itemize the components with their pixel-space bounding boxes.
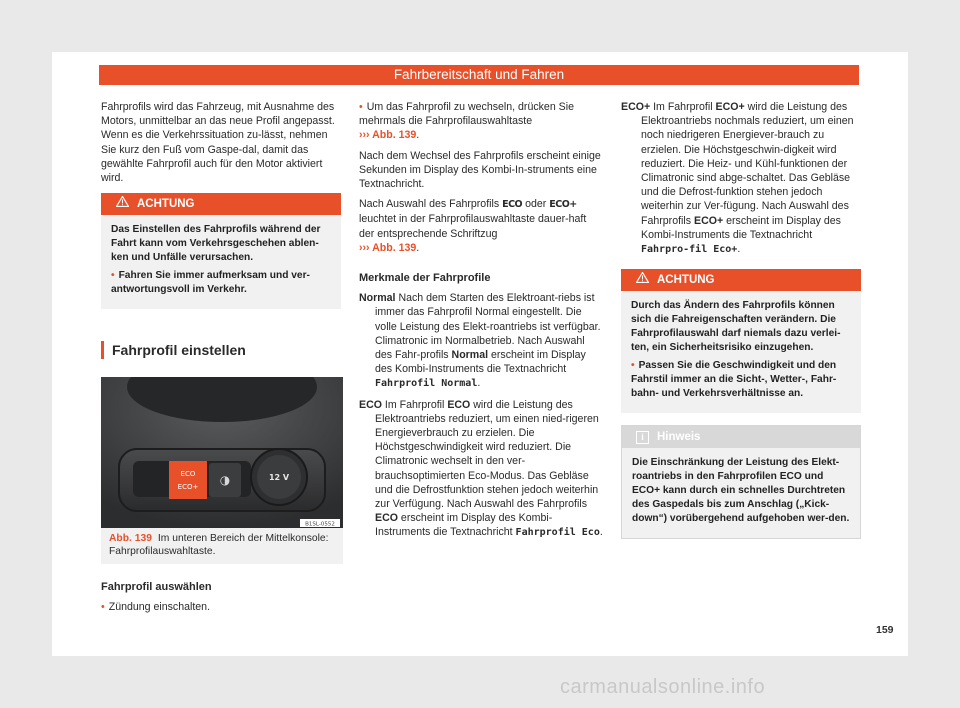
watermark: carmanualsonline.info — [560, 676, 766, 698]
step-1: • Zündung einschalten. — [101, 600, 341, 614]
definition-eco-plus: ECO+ Im Fahrprofil ECO+ wird die Leistung des Elektroantriebs nochmals reduziert, um einen noch niedrigeren Energiever-brauch zu erzielen. Die Höchstgeschwin-digkeit wird reduziert. Die Heiz- und Kühl-funktionen der Climatronic sind abge-schaltet. Das Gebläse und die Defrost-funktion stehen jedoch weiterhin zur Ver-fügung. Nach Auswahl des Fahrprofils ECO+ erscheint im Display des Kombi-Instruments die Textnachricht Fahrpro-fil Eco+. — [621, 101, 854, 256]
ecoplus-text-bold: ECO+ — [715, 101, 745, 113]
ecoplus-text-c: erscheint im Display des Kombi-Instruments die Textnachricht — [641, 214, 841, 241]
ecoplus-text-a: Im Fahrprofil — [653, 101, 713, 113]
warning-header-2 — [621, 269, 861, 291]
note-body — [622, 448, 860, 538]
eco-button-label: ECO — [180, 470, 196, 479]
note-text: Die Einschränkung der Leistung des Elekt-roantriebs in den Fahrprofilen ECO und ECO+ kann durch ein schnelles Durchtreten des Gaspedals bis zum Anschlag („Kick-down“) vorübergehend aufgehoben wer-den. — [632, 457, 850, 525]
warning-title: ACHTUNG — [137, 198, 195, 211]
term-normal: Normal — [359, 292, 396, 305]
p2-or: oder — [525, 198, 547, 211]
p2-text-a: Nach Auswahl des Fahrprofils — [359, 198, 500, 211]
paragraph-text-message: Nach dem Wechsel des Fahrprofils erscheint einige Sekunden im Display des Kombi-In-struments eine Textnachricht. — [359, 149, 601, 191]
term-eco: ECO — [359, 398, 382, 411]
eco-message: Fahrprofil Eco — [515, 527, 600, 539]
eco-text-c: erscheint im Display des Kombi-Instruments die Textnachricht — [375, 512, 553, 539]
warning-bullet: • Fahren Sie immer aufmerksam und ver-antwortungsvoll im Verkehr. — [111, 269, 331, 297]
warning-body — [101, 215, 341, 309]
info-icon: i — [636, 431, 649, 444]
normal-message: Fahrprofil Normal — [375, 378, 478, 390]
eco-text-bold: ECO — [447, 398, 471, 411]
definition-normal: Normal Nach dem Starten des Elektroant-riebs ist immer das Fahrprofil Normal eingestellt. Die volle Leistung des Elekt-roantriebs ist verfügbar. Climatronic im Normalbetrieb. Nach Auswahl des Fahr-profils Normal erscheint im Display des Kombi-Instruments die Textnachricht Fahrprofil Normal. — [359, 292, 601, 390]
step-2-text: Um das Fahrprofil zu wechseln, drücken Sie mehrmals die Fahrprofilauswahltaste — [359, 101, 574, 128]
ecoplus-text-b: wird die Leistung des Elektroantriebs nochmals reduziert, um einen noch niedrigeren Energiever-brauch zu erzielen. Die Höchstgeschwin-digkeit wird reduziert. Die Heiz- und Kühl-funktionen der Climatronic sind abge-schaltet. Das Gebläse und die Defrost-funktion stehen jedoch weiterhin zur Ver-fügung. Nach Auswahl des Fahrprofils — [641, 101, 854, 227]
note-header — [622, 426, 860, 448]
warning-triangle-icon — [636, 269, 649, 291]
intro-paragraph: Fahrprofils wird das Fahrzeug, mit Ausnahme des Motors, unmittelbar an das neue Profil angepasst. Wenn es die Verkehrssituation zu-lässt, nehmen Sie kurz den Fuß vom Gaspe-dal, damit das gewählte Fahrprofil auch für den Motor aktiviert wird. — [101, 101, 335, 185]
warning-text: Das Einstellen des Fahrprofils während der Fahrt kann vom Verkehrsgeschehen ablen-ken und Unfälle verursachen. — [111, 224, 321, 264]
warning-bullet-2: • Passen Sie die Geschwindigkeit und den Fahrstil immer an die Sicht-, Wetter-, Fahr-bahn- und Verkehrsverhältnisse an. — [631, 359, 851, 401]
note-title: Hinweis — [657, 431, 701, 444]
warning-box-2 — [621, 269, 861, 413]
caption-label: Abb. 139 — [109, 533, 152, 545]
warning-triangle-icon — [116, 193, 129, 215]
step-2: • Um das Fahrprofil zu wechseln, drücken Sie mehrmals die Fahrprofilauswahltaste ››› Abb. 139. — [359, 100, 604, 143]
caption-text: Im unteren Bereich der Mittelkonsole: Fahrprofilauswahltaste. — [109, 533, 329, 558]
subheading-select-profile: Fahrprofil auswählen — [101, 581, 212, 594]
warning-header — [101, 193, 341, 215]
normal-text-b: erscheint im Display des Kombi-Instruments die Textnachricht — [375, 349, 586, 376]
definition-eco: ECO Im Fahrprofil ECO wird die Leistung des Elektroantriebs reduziert, um einen nied-rigeren Energieverbrauch zu erzielen. Die Höchstgeschwindigkeit wird reduziert. Die Climatronic wechselt in den ver-brauchsoptimierten Eco-Modus. Das Gebläse und die Defrostfunktion stehen jedoch weiterhin zur Verfügung. Nach Auswahl des Fahrprofils ECO erscheint im Display des Kombi-Instruments die Textnachricht Fahrprofil Eco. — [359, 398, 603, 539]
section-title: Fahrprofil einstellen — [101, 341, 341, 359]
column-2 — [359, 100, 604, 547]
warning-body-2 — [621, 291, 861, 413]
figure-reference-link[interactable]: ››› Abb. 139 — [359, 129, 417, 142]
socket-label: 12 V — [268, 473, 290, 483]
p2-text-b: leuchtet in der Fahrprofilauswahltaste dauer-haft der entsprechende Schriftzug — [359, 213, 587, 240]
column-1 — [101, 100, 341, 621]
eco-plus-button-label: ECO+ — [177, 483, 199, 492]
warning-box-1 — [101, 193, 341, 309]
paragraph-eco-lit: Nach Auswahl des Fahrprofils ECO oder ECO+ leuchtet in der Fahrprofilauswahltaste dauer-haft der entsprechende Schriftzug ››› Abb. 139. — [359, 198, 587, 254]
figure-caption — [101, 528, 343, 564]
eco-text-b: wird die Leistung des Elektroantriebs reduziert, um einen nied-rigeren Energieverbrauch zu erzielen. Die Höchstgeschwindigkeit wird reduziert. Die Climatronic wechselt in den ver-brauchsoptimierten Eco-Modus. Das Gebläse und die Defrostfunktion stehen jedoch weiterhin zur Verfügung. Nach Auswahl des Fahrprofils — [375, 398, 599, 511]
page-number: 159 — [876, 624, 894, 636]
normal-text-bold: Normal — [451, 349, 489, 362]
normal-text-a: Nach dem Starten des Elektroant-riebs ist immer das Fahrprofil Normal eingestellt. Die volle Leistung des Elekt-roantriebs ist verfügbar. Climatronic im Normalbetrieb. Nach Auswahl des Fahr-profils — [375, 292, 601, 362]
ecoplus-text-bold2: ECO+ — [694, 214, 724, 227]
ecoplus-message: Fahrpro-fil Eco+ — [641, 244, 738, 256]
page-header: Fahrbereitschaft und Fahren — [99, 65, 859, 85]
eco-plus-symbol: ECO+ — [549, 199, 577, 211]
warning-text-2: Durch das Ändern des Fahrprofils können sich die Fahreigenschaften verändern. Die Fahrprofilauswahl darf niemals dazu verlei-ten, ein Sicherheitsrisiko einzugehen. — [631, 300, 841, 354]
warning-title-2: ACHTUNG — [657, 274, 715, 287]
figure-console-photo — [101, 377, 343, 528]
eco-text-bold2: ECO — [375, 512, 398, 525]
figure-reference-link-2[interactable]: ››› Abb. 139 — [359, 241, 417, 254]
note-box — [621, 425, 861, 539]
console-illustration — [101, 377, 343, 528]
mode-button-icon: ◑ — [219, 473, 231, 488]
subheading-profile-features: Merkmale der Fahrprofile — [359, 272, 491, 285]
eco-text-a: Im Fahrprofil — [384, 398, 445, 411]
eco-symbol: ECO — [502, 199, 523, 211]
column-3 — [621, 100, 861, 539]
term-eco-plus: ECO+ — [621, 101, 651, 113]
figure-code: B1SL-0552 — [305, 521, 335, 528]
